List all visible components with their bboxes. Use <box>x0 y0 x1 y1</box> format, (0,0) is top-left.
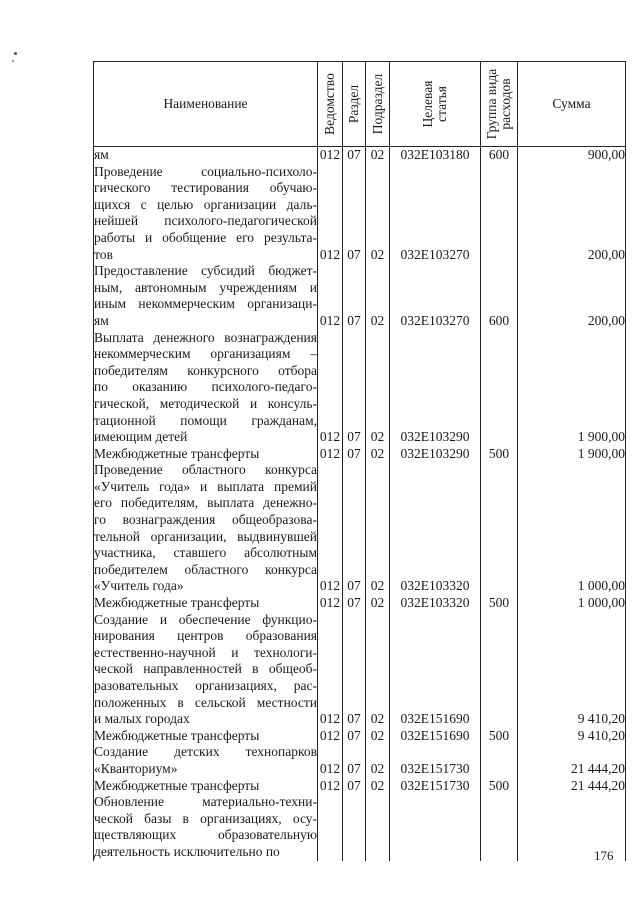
row-name-line: победителям конкурсного отбора <box>94 362 317 378</box>
row-name-line: тельной организации, выдвинувшей <box>94 528 317 544</box>
header-gruppa-vida-rashodov: Группа вида расходов <box>481 62 518 147</box>
row-name-line: «Учитель года» и выплата премий <box>94 478 317 494</box>
row-gruppa-vida-value: 600 <box>488 312 510 328</box>
row-name-line: Межбюджетные трансферты <box>94 727 260 743</box>
row-summa-value: 900,00 <box>587 147 625 162</box>
row-summa <box>518 728 626 745</box>
scan-artifact <box>12 60 14 62</box>
row-razdel-value: 07 <box>347 445 361 461</box>
row-name <box>94 263 318 329</box>
row-celevaya-statya-value: 032E151730 <box>400 777 470 793</box>
row-summa-value: 1 000,00 <box>577 595 625 611</box>
row-name-line: Обновление материально-техни- <box>94 794 317 810</box>
row-podrazdel <box>366 164 390 264</box>
row-celevaya-statya <box>390 446 481 463</box>
row-name-line: Создание и обеспечение функцио- <box>94 611 317 627</box>
row-summa <box>518 164 626 264</box>
row-celevaya-statya-value: 032E103180 <box>400 147 470 162</box>
row-summa <box>518 147 626 164</box>
row-gruppa-vida <box>481 595 518 612</box>
row-podrazdel <box>366 446 390 463</box>
row-podrazdel-value: 02 <box>370 777 385 793</box>
row-name-line: Проведение областного конкурса <box>94 462 317 478</box>
row-summa-value: 9 410,20 <box>577 711 625 727</box>
row-razdel-value: 07 <box>347 429 361 445</box>
row-name-line: «Учитель года» <box>94 578 184 594</box>
row-gruppa-vida <box>481 164 518 264</box>
row-podrazdel-value: 02 <box>370 711 385 727</box>
row-name-line: Межбюджетные трансферты <box>94 445 260 461</box>
row-podrazdel <box>366 794 390 860</box>
row-name-line: щихся с целью организации даль- <box>94 196 317 212</box>
row-podrazdel-value: 02 <box>370 578 385 594</box>
row-podrazdel-value: 02 <box>370 147 385 162</box>
row-razdel-value: 07 <box>347 147 361 162</box>
row-celevaya-statya <box>390 794 481 860</box>
table-header-row <box>94 62 626 147</box>
row-podrazdel-value: 02 <box>370 595 385 611</box>
row-vedomstvo <box>318 744 343 777</box>
row-razdel-value: 07 <box>347 595 361 611</box>
row-name <box>94 462 318 595</box>
row-name-line: Проведение социально-психоло- <box>94 163 317 179</box>
row-gruppa-vida <box>481 612 518 728</box>
row-razdel <box>343 263 366 329</box>
row-gruppa-vida <box>481 446 518 463</box>
row-summa <box>518 612 626 728</box>
row-podrazdel <box>366 744 390 777</box>
row-name-line: гической, методической и консуль- <box>94 395 317 411</box>
row-gruppa-vida <box>481 462 518 595</box>
row-vedomstvo <box>318 147 343 164</box>
row-celevaya-statya <box>390 462 481 595</box>
row-name-line: его победителям, выплата денежно- <box>94 495 317 511</box>
row-name-line: по оказанию психолого-педаго- <box>94 379 317 395</box>
row-celevaya-statya <box>390 612 481 728</box>
row-celevaya-statya <box>390 728 481 745</box>
row-razdel-value: 07 <box>347 760 361 776</box>
row-vedomstvo-value: 012 <box>319 760 341 776</box>
row-name <box>94 446 318 463</box>
row-name-line: Межбюджетные трансферты <box>94 777 260 793</box>
row-celevaya-statya-value: 032E103320 <box>400 595 470 611</box>
row-razdel <box>343 462 366 595</box>
row-celevaya-statya <box>390 744 481 777</box>
table-row <box>94 446 626 463</box>
row-summa <box>518 330 626 446</box>
table-row <box>94 744 626 777</box>
row-name-line: работы и обобщение его результа- <box>94 229 317 245</box>
table-row <box>94 147 626 164</box>
row-name-line: гического тестирования обучаю- <box>94 180 317 196</box>
row-vedomstvo-value: 012 <box>319 595 341 611</box>
row-razdel-value: 07 <box>347 711 361 727</box>
row-name <box>94 794 318 860</box>
row-gruppa-vida <box>481 330 518 446</box>
row-podrazdel-value: 02 <box>370 727 385 743</box>
row-gruppa-vida <box>481 744 518 777</box>
row-summa <box>518 744 626 777</box>
row-summa-value: 200,00 <box>587 312 625 328</box>
row-name-line: ным, автономным учреждениям и <box>94 279 317 295</box>
row-summa-value: 21 444,20 <box>571 777 625 793</box>
row-name-line: победителем областного конкурса <box>94 561 317 577</box>
row-celevaya-statya-value: 032E103320 <box>400 578 470 594</box>
row-vedomstvo-value: 012 <box>319 429 341 445</box>
row-razdel <box>343 595 366 612</box>
row-summa-value: 1 000,00 <box>577 578 625 594</box>
row-vedomstvo <box>318 446 343 463</box>
row-razdel-value: 07 <box>347 246 361 262</box>
row-name-line: ществляющих образовательную <box>94 827 317 843</box>
row-vedomstvo <box>318 330 343 446</box>
row-name-line: естественно-научной и технологи- <box>94 644 317 660</box>
header-summa: Сумма <box>518 62 626 147</box>
row-name <box>94 612 318 728</box>
budget-table <box>93 61 626 861</box>
row-razdel-value: 07 <box>347 727 361 743</box>
row-podrazdel-value: 02 <box>370 312 385 328</box>
row-celevaya-statya-value: 032E151690 <box>400 711 470 727</box>
row-name-line: разовательных организациях, рас- <box>94 678 317 693</box>
row-vedomstvo <box>318 728 343 745</box>
header-razdel: Раздел <box>343 62 366 147</box>
row-podrazdel <box>366 728 390 745</box>
row-vedomstvo <box>318 595 343 612</box>
row-celevaya-statya-value: 032E103270 <box>400 312 470 328</box>
row-celevaya-statya <box>390 164 481 264</box>
row-vedomstvo <box>318 612 343 728</box>
row-name <box>94 595 318 612</box>
row-razdel <box>343 612 366 728</box>
row-podrazdel-value: 02 <box>370 246 385 262</box>
row-gruppa-vida-value: 500 <box>488 445 510 461</box>
row-celevaya-statya <box>390 330 481 446</box>
row-razdel <box>343 147 366 164</box>
row-razdel <box>343 446 366 463</box>
row-podrazdel <box>366 595 390 612</box>
row-razdel-value: 07 <box>347 578 361 594</box>
row-name <box>94 147 318 164</box>
row-name <box>94 778 318 795</box>
row-podrazdel-value: 02 <box>370 760 385 776</box>
row-podrazdel <box>366 147 390 164</box>
row-name-line: нейшей психолого-педагогической <box>94 213 317 229</box>
row-gruppa-vida-value: 500 <box>488 777 510 793</box>
row-vedomstvo-value: 012 <box>319 147 341 162</box>
row-celevaya-statya-value: 032E103290 <box>400 445 470 461</box>
row-celevaya-statya-value: 032E151690 <box>400 727 470 743</box>
row-razdel <box>343 164 366 264</box>
row-celevaya-statya <box>390 147 481 164</box>
row-name-line: Предоставление субсидий бюджет- <box>94 263 317 279</box>
table-row <box>94 612 626 728</box>
row-summa-value: 200,00 <box>587 246 625 262</box>
row-summa-value: 1 900,00 <box>577 429 625 445</box>
row-razdel-value: 07 <box>347 312 361 328</box>
row-vedomstvo-value: 012 <box>319 727 341 743</box>
table-row <box>94 595 626 612</box>
row-podrazdel <box>366 778 390 795</box>
row-name-line: Межбюджетные трансферты <box>94 595 260 611</box>
row-gruppa-vida-value: 500 <box>488 595 510 611</box>
table-row <box>94 462 626 595</box>
row-razdel <box>343 794 366 860</box>
header-vedomstvo: Ведомство <box>318 62 343 147</box>
page-number: 176 <box>594 848 614 863</box>
row-name-line: иным некоммерческим организаци- <box>94 296 317 312</box>
row-summa-value: 21 444,20 <box>571 760 625 776</box>
row-vedomstvo-value: 012 <box>319 711 341 727</box>
row-razdel <box>343 778 366 795</box>
row-celevaya-statya <box>390 595 481 612</box>
row-summa <box>518 778 626 795</box>
row-gruppa-vida <box>481 147 518 164</box>
row-name-line: некоммерческим организациям – <box>94 346 317 362</box>
row-celevaya-statya-value: 032E103290 <box>400 429 470 445</box>
table-row <box>94 330 626 446</box>
row-gruppa-vida <box>481 778 518 795</box>
row-summa-value: 1 900,00 <box>577 445 625 461</box>
row-name-line: Выплата денежного вознаграждения <box>94 329 317 345</box>
row-name-line: Создание детских технопарков <box>94 744 317 760</box>
row-celevaya-statya-value: 032E103270 <box>400 246 470 262</box>
row-podrazdel <box>366 263 390 329</box>
row-summa <box>518 595 626 612</box>
row-vedomstvo-value: 012 <box>319 246 341 262</box>
row-name <box>94 744 318 777</box>
row-celevaya-statya-value: 032E151730 <box>400 760 470 776</box>
row-name-line: и малых городах <box>94 711 190 727</box>
row-vedomstvo <box>318 462 343 595</box>
header-celevaya-statya: Целевая статья <box>390 62 481 147</box>
row-vedomstvo-value: 012 <box>319 777 341 793</box>
row-name-line: имеющим детей <box>94 429 188 445</box>
row-name-line: ческой базы в организациях, осу- <box>94 810 317 826</box>
table-row <box>94 164 626 264</box>
header-name: Наименование <box>94 62 318 147</box>
row-summa <box>518 446 626 463</box>
row-razdel <box>343 330 366 446</box>
row-razdel <box>343 728 366 745</box>
row-name <box>94 728 318 745</box>
row-gruppa-vida-value: 600 <box>488 147 510 162</box>
table-row <box>94 778 626 795</box>
scan-artifact <box>14 52 17 55</box>
row-gruppa-vida <box>481 794 518 860</box>
row-summa <box>518 462 626 595</box>
row-name-line: положенных в сельской местности <box>94 694 317 710</box>
row-summa <box>518 263 626 329</box>
row-podrazdel <box>366 330 390 446</box>
row-podrazdel <box>366 462 390 595</box>
row-name-line: ческой направленностей в общеоб- <box>94 661 317 677</box>
table-row <box>94 794 626 860</box>
row-name-line: участника, ставшего абсолютным <box>94 545 317 561</box>
row-gruppa-vida <box>481 263 518 329</box>
row-podrazdel-value: 02 <box>370 429 385 445</box>
row-vedomstvo-value: 012 <box>319 445 341 461</box>
row-name-line: тов <box>94 246 113 262</box>
row-gruppa-vida-value: 500 <box>488 727 510 743</box>
row-vedomstvo <box>318 778 343 795</box>
table-row <box>94 728 626 745</box>
row-name-line: тационной помощи гражданам, <box>94 412 317 428</box>
row-vedomstvo-value: 012 <box>319 312 341 328</box>
header-podrazdel: Подраздел <box>366 62 390 147</box>
row-name-line: ям <box>94 147 109 162</box>
row-name-line: деятельность исключительно по <box>94 843 280 859</box>
row-name-line: нирования центров образования <box>94 628 317 644</box>
row-name <box>94 330 318 446</box>
row-name-line: «Кванториум» <box>94 760 178 776</box>
row-vedomstvo <box>318 794 343 860</box>
row-podrazdel-value: 02 <box>370 445 385 461</box>
row-vedomstvo-value: 012 <box>319 578 341 594</box>
row-razdel-value: 07 <box>347 777 361 793</box>
row-celevaya-statya <box>390 263 481 329</box>
row-name-line: ям <box>94 312 109 328</box>
row-celevaya-statya <box>390 778 481 795</box>
row-name-line: го вознаграждения общеобразова- <box>94 512 317 528</box>
row-name <box>94 164 318 264</box>
row-podrazdel <box>366 612 390 728</box>
row-gruppa-vida <box>481 728 518 745</box>
row-vedomstvo <box>318 263 343 329</box>
row-razdel <box>343 744 366 777</box>
row-summa-value: 9 410,20 <box>577 727 625 743</box>
row-vedomstvo <box>318 164 343 264</box>
table-row <box>94 263 626 329</box>
